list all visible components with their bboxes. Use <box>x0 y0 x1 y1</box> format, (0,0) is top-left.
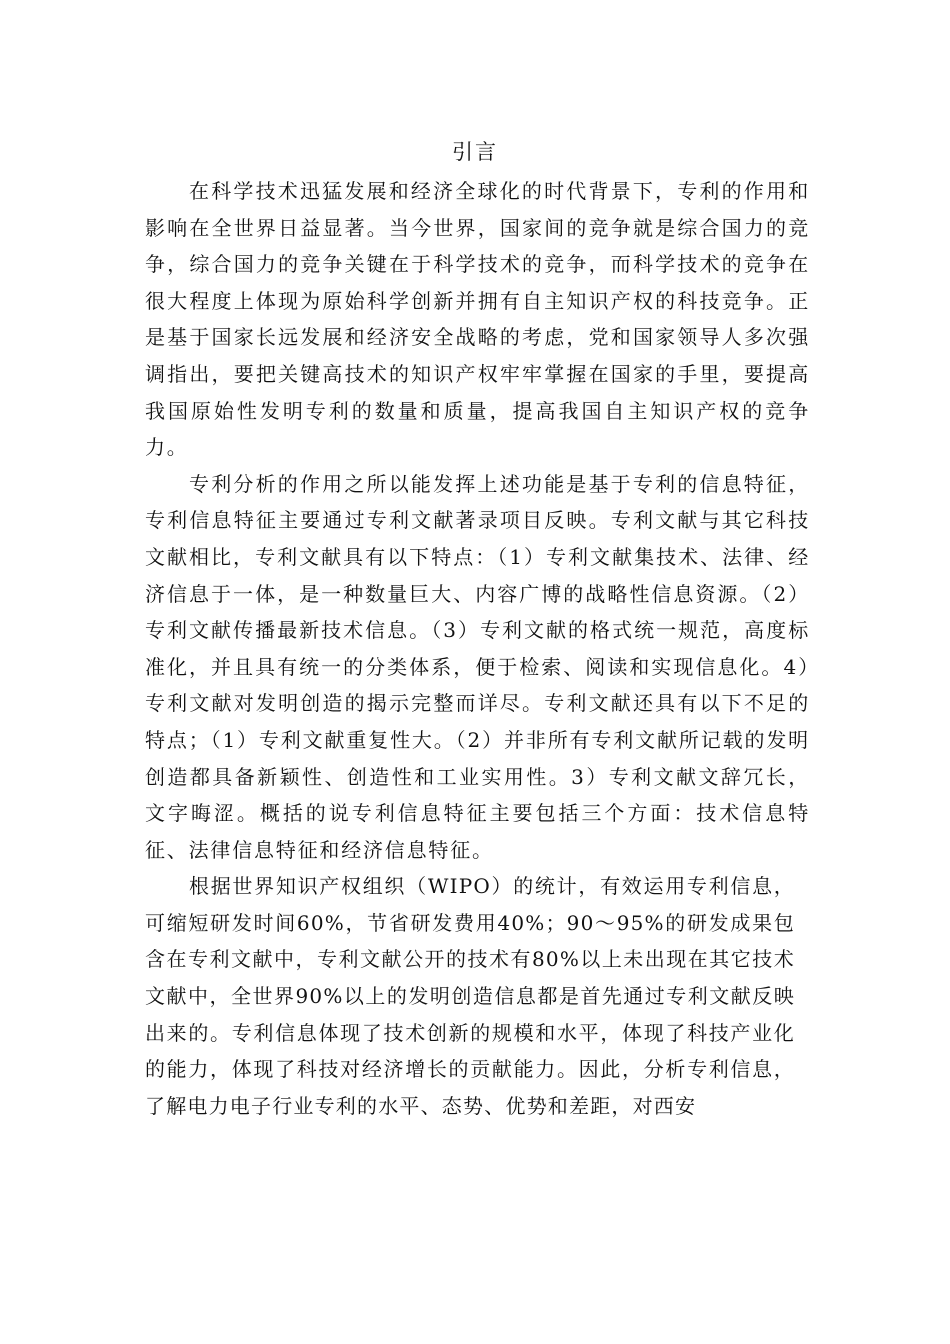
document-body <box>145 173 810 1124</box>
page-title: 引言 <box>452 140 498 164</box>
paragraph-patent-features: 专利分析的作用之所以能发挥上述功能是基于专利的信息特征，专利信息特征主要通过专利文献著录项目反映。专利文献与其它科技文献相比，专利文献具有以下特点：（1）专利文献集技术、法律、经济信息于一体，是一种数量巨大、内容广博的战略性信息资源。（2）专利文献传播最新技术信息。（3）专利文献的格式统一规范，高度标准化，并且具有统一的分类体系，便于检索、阅读和实现信息化。4）专利文献对发明创造的揭示完整而详尽。专利文献还具有以下不足的特点；（1）专利文献重复性大。（2）并非所有专利文献所记载的发明创造都具备新颖性、创造性和工业实用性。3）专利文献文辞冗长，文字晦涩。概括的说专利信息特征主要包括三个方面：技术信息特征、法律信息特征和经济信息特征。 <box>145 471 810 862</box>
paragraph-wipo-statistics: 根据世界知识产权组织（WIPO）的统计，有效运用专利信息，可缩短研发时间60%，节省研发费用40%；90～95%的研发成果包含在专利文献中，专利文献公开的技术有80%以上未出现在其它技术文献中，全世界90%以上的发明创造信息都是首先通过专利文献反映出来的。专利信息体现了技术创新的规模和水平，体现了科技产业化的能力，体现了科技对经济增长的贡献能力。因此，分析专利信息，了解电力电子行业专利的水平、态势、优势和差距，对西安 <box>145 874 795 1118</box>
paragraph-intro: 在科学技术迅猛发展和经济全球化的时代背景下，专利的作用和影响在全世界日益显著。当今世界，国家间的竞争就是综合国力的竞争，综合国力的竞争关键在于科学技术的竞争，而科学技术的竞争在很大程度上体现为原始科学创新并拥有自主知识产权的科技竞争。正是基于国家长远发展和经济安全战略的考虑，党和国家领导人多次强调指出，要把关键高技术的知识产权牢牢掌握在国家的手里，要提高我国原始性发明专利的数量和质量，提高我国自主知识产权的竞争力。 <box>145 179 810 460</box>
